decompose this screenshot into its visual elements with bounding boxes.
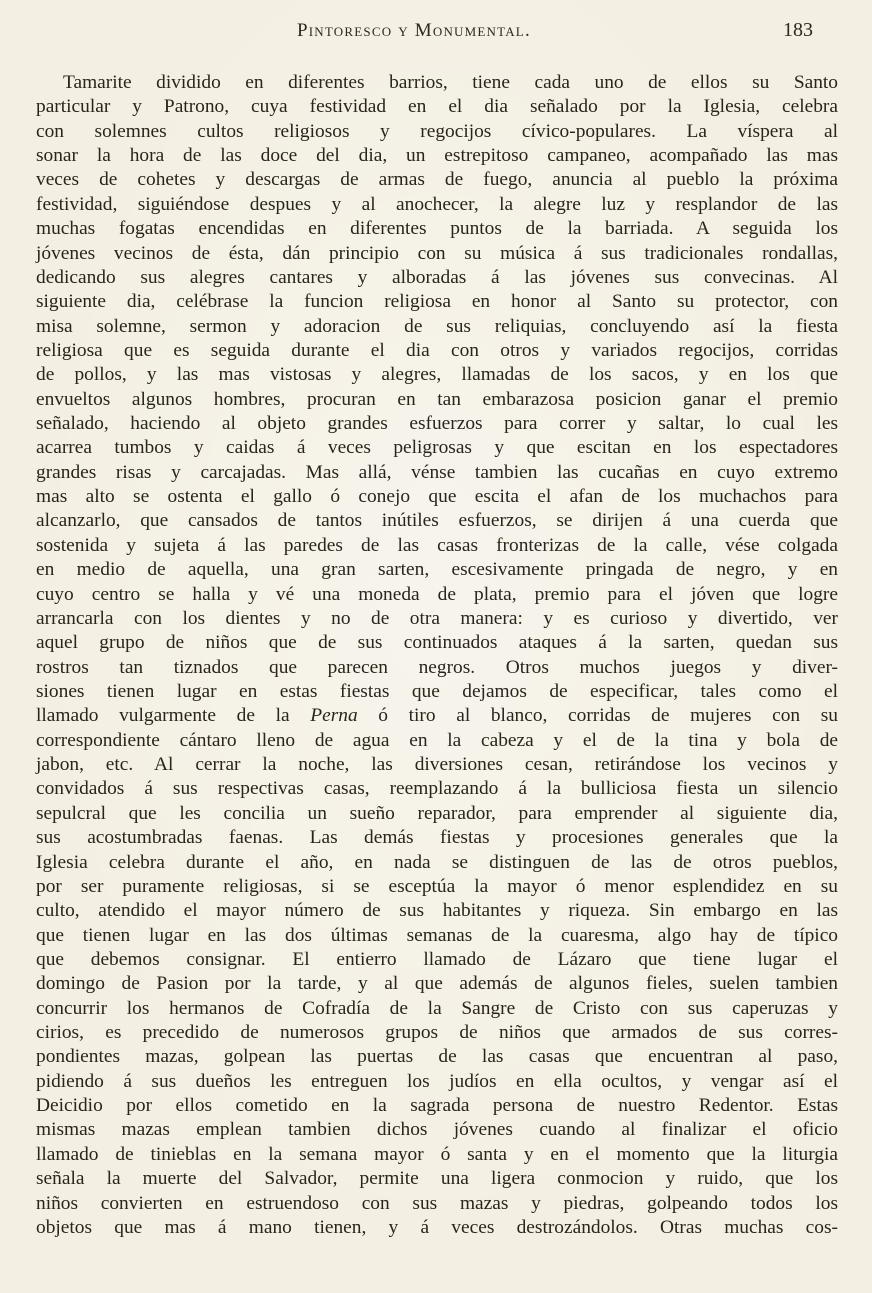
text-line: veces de cohetes y descargas de armas de fuego, anuncia al pueblo la próxima [36, 169, 838, 191]
text-line: pidiendo á sus dueños les entreguen los judíos en ella ocultos, y vengar así el [36, 1070, 838, 1092]
text-line: mas alto se ostenta el gallo ó conejo que escita el afan de los muchachos para [36, 486, 838, 508]
text-line: arrancarla con los dientes y no de otra manera: y es curioso y divertido, ver [36, 607, 838, 629]
text-line: que tienen lugar en las dos últimas semanas de la cuaresma, algo hay de típico [36, 924, 838, 946]
running-title: Pintoresco y Monumental. [297, 20, 531, 41]
text-line: convidados á sus respectivas casas, reemplazando á la bulliciosa fiesta un silencio [36, 778, 838, 800]
text-line: pondientes mazas, golpean las puertas de las casas que encuentran al paso, [36, 1046, 838, 1068]
text-line: señala la muerte del Salvador, permite una ligera conmocion y ruido, que los [36, 1168, 838, 1190]
text-line: muchas fogatas encendidas en diferentes puntos de la barriada. A seguida los [36, 218, 838, 240]
text-line: en medio de aquella, una gran sarten, escesivamente pringada de negro, y en [36, 559, 838, 581]
text-line: sostenida y sujeta á las paredes de las casas fronterizas de la calle, vése colgada [36, 534, 838, 556]
text-line: domingo de Pasion por la tarde, y al que además de algunos fieles, suelen tambien [36, 973, 838, 995]
text-line: culto, atendido el mayor número de sus habitantes y riqueza. Sin embargo en las [36, 900, 838, 922]
text-line: rostros tan tiznados que parecen negros. Otros muchos juegos y diver- [36, 656, 838, 678]
text-line: Deicidio por ellos cometido en la sagrada persona de nuestro Redentor. Estas [36, 1095, 838, 1117]
text-line: festividad, siguiéndose despues y al anochecer, la alegre luz y resplandor de las [36, 193, 838, 215]
text-line: religiosa que es seguida durante el dia con otros y variados regocijos, corridas [36, 339, 838, 361]
text-line: correspondiente cántaro lleno de agua en la cabeza y el de la tina y bola de [36, 729, 838, 751]
text-line: de pollos, y las mas vistosas y alegres, llamadas de los sacos, y en los que [36, 364, 838, 386]
body-paragraph [36, 71, 838, 1240]
italic-term: Perna [310, 705, 358, 727]
text-line: con solemnes cultos religiosos y regocijos cívico-populares. La víspera al [36, 120, 838, 142]
text-line: sonar la hora de las doce del dia, un estrepitoso campaneo, acompañado las mas [36, 145, 838, 167]
text-line: jóvenes vecinos de ésta, dán principio con su música á sus tradicionales rondallas, [36, 242, 838, 264]
text-line: dedicando sus alegres cantares y alboradas á las jóvenes sus convecinas. Al [36, 266, 838, 288]
text-line: objetos que mas á mano tienen, y á veces destrozándolos. Otras muchas cos- [36, 1216, 838, 1238]
text-line: siguiente dia, celébrase la funcion religiosa en honor al Santo su protector, con [36, 291, 838, 313]
text-line: señalado, haciendo al objeto grandes esfuerzos para correr y saltar, lo cual les [36, 413, 838, 435]
text-line: Tamarite dividido en diferentes barrios, tiene cada uno de ellos su Santo [63, 72, 838, 93]
text-line: que debemos consignar. El entierro llamado de Lázaro que tiene lugar el [36, 948, 838, 970]
text-line: cuyo centro se halla y vé una moneda de plata, premio para el jóven que logre [36, 583, 838, 605]
text-line: misa solemne, sermon y adoracion de sus reliquias, concluyendo así la fiesta [36, 315, 838, 337]
text-line: acarrea tumbos y caidas á veces peligrosas y que escitan en los espectadores [36, 437, 838, 459]
text-line: alcanzarlo, que cansados de tantos inútiles esfuerzos, se dirijen á una cuerda que [36, 510, 838, 532]
text-line: particular y Patrono, cuya festividad en el dia señalado por la Iglesia, celebra [36, 96, 838, 118]
text-line: grandes risas y carcajadas. Mas allá, vénse tambien las cucañas en cuyo extremo [36, 461, 838, 483]
text-line: Iglesia celebra durante el año, en nada se distinguen de las de otros pueblos, [36, 851, 838, 873]
text-line: cirios, es precedido de numerosos grupos de niños que armados de sus corres- [36, 1022, 838, 1044]
text-line: mismas mazas emplean tambien dichos jóvenes cuando al finalizar el oficio [36, 1119, 838, 1141]
page-number: 183 [783, 19, 813, 41]
text-line: por ser puramente religiosas, si se esceptúa la mayor ó menor esplendidez en su [36, 875, 838, 897]
text-line: llamado de tinieblas en la semana mayor ó santa y en el momento que la liturgia [36, 1143, 838, 1165]
text-line: llamado vulgarmente de la Perna ó tiro al blanco, corridas de mujeres con su [36, 705, 838, 727]
text-line: aquel grupo de niños que de sus continuados ataques á la sarten, quedan sus [36, 632, 838, 654]
text-line: envueltos algunos hombres, procuran en tan embarazosa posicion ganar el premio [36, 388, 838, 410]
text-line: siones tienen lugar en estas fiestas que dejamos de especificar, tales como el [36, 680, 838, 702]
text-line: sus acostumbradas faenas. Las demás fiestas y procesiones generales que la [36, 827, 838, 849]
text-line: concurrir los hermanos de Cofradía de la Sangre de Cristo con sus caperuzas y [36, 997, 838, 1019]
text-line: niños convierten en estruendoso con sus mazas y piedras, golpeando todos los [36, 1192, 838, 1214]
text-line: sepulcral que les concilia un sueño reparador, para emprender al siguiente dia, [36, 802, 838, 824]
text-line: jabon, etc. Al cerrar la noche, las diversiones cesan, retirándose los vecinos y [36, 754, 838, 776]
running-header [0, 18, 872, 48]
